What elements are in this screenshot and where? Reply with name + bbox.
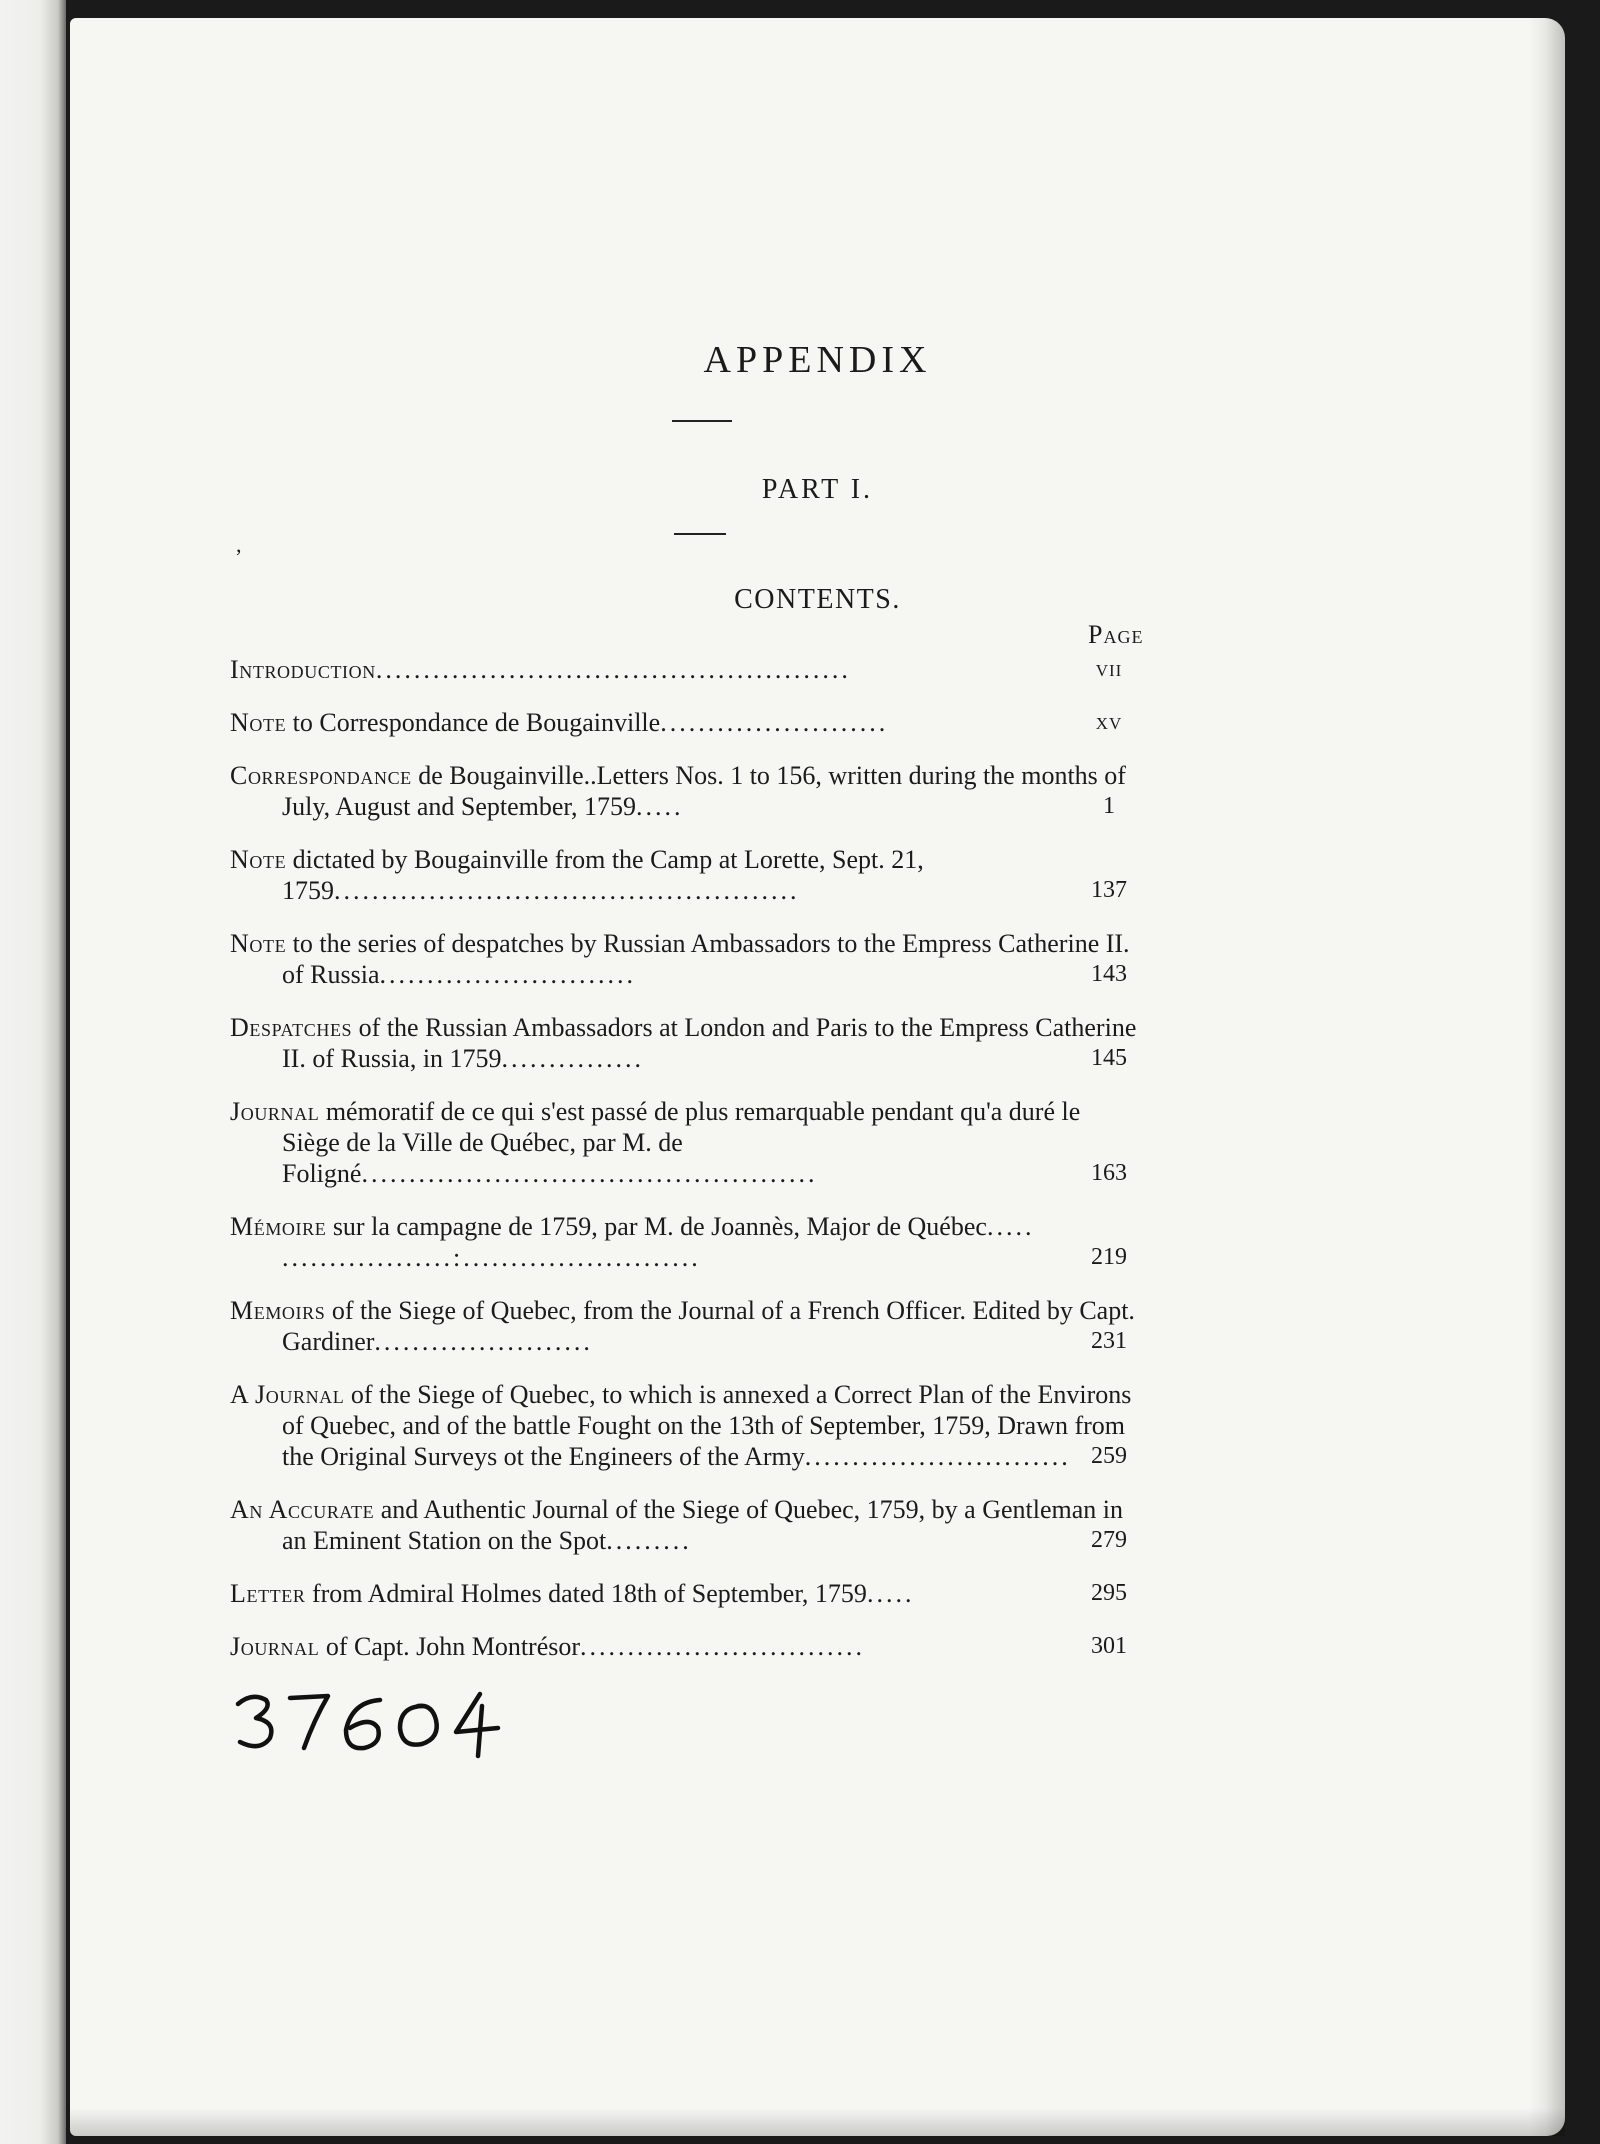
toc-page-number: 259 (1091, 1443, 1127, 1469)
toc-entry-text (230, 760, 1138, 822)
toc-leader-dots: ......... (606, 1526, 692, 1555)
toc-page-number: 163 (1091, 1160, 1127, 1186)
page-column-header: Page (1088, 620, 1144, 649)
toc-entry (230, 844, 1130, 906)
handwritten-accession-number (232, 1676, 532, 1766)
part-label: PART I. (761, 474, 874, 505)
toc-entry-title: de Bougainville..Letters Nos. 1 to 156, written during the months of July, August and September, 1759 (282, 761, 1126, 821)
toc-entry-text (230, 1012, 1138, 1074)
toc-entry (230, 1012, 1137, 1074)
toc-leader-dots: ............... (501, 1044, 645, 1073)
toc-page-number: 231 (1091, 1328, 1127, 1354)
toc-entry-title: mémoratif de ce qui s'est passé de plus remarquable pendant qu'a duré le Siège de la Ville de Québec, par M. de Foligné (282, 1097, 1081, 1188)
page-bottom-shadow (70, 2108, 1565, 2136)
toc-page-number: 145 (1091, 1045, 1127, 1071)
toc-leader-dots: ....................... (374, 1327, 593, 1356)
toc-entry-lead: Journal (230, 1097, 320, 1126)
toc-entry (230, 1494, 1130, 1556)
part-divider (674, 533, 726, 535)
toc-leader-dots: ........................ (660, 708, 889, 737)
toc-entry-text (230, 1096, 1138, 1189)
toc-entry-title: of Capt. John Montrésor (319, 1632, 581, 1661)
toc-entry-title: and Authentic Journal of the Siege of Quebec, 1759, by a Gentleman in an Eminent Station on the Spot (282, 1495, 1123, 1555)
toc-entry-lead: Memoirs (230, 1296, 326, 1325)
toc-entry-lead: Correspondance (230, 761, 412, 790)
toc-leader-dots: ..... (866, 1579, 915, 1608)
toc-entry-lead: Letter (230, 1579, 306, 1608)
toc-leader-dots: ........................... (379, 960, 636, 989)
toc-entry-text (230, 654, 1138, 685)
toc-entry-text (230, 844, 1138, 906)
toc-page-number: 1 (1103, 793, 1115, 819)
toc-entry-text (230, 928, 1138, 990)
toc-entry-lead: Note (230, 929, 287, 958)
toc-entry (230, 760, 1130, 822)
toc-entry-text (230, 707, 1138, 738)
toc-entry-lead: Introduction (230, 655, 376, 684)
toc-page-number: 219 (1091, 1244, 1127, 1270)
toc-page-number: 295 (1091, 1580, 1127, 1606)
toc-page-number: 301 (1091, 1633, 1127, 1659)
toc-entry-title: dictated by Bougainville from the Camp at Lorette, Sept. 21, 1759 (282, 845, 924, 905)
toc-entry (230, 707, 1130, 738)
toc-entry (230, 654, 1130, 685)
toc-entry (230, 1096, 1130, 1189)
toc-entry-lead: Note (230, 708, 287, 737)
title-divider (672, 420, 732, 422)
toc-entry-text (230, 1379, 1138, 1472)
toc-entry-title: of the Siege of Quebec, to which is annexed a Correct Plan of the Environs of Quebec, and of the battle Fought on the 13th of September, 1759, Drawn from the Original Surveys ot the Engineers of the Army (282, 1380, 1132, 1471)
toc-entry-text (230, 1578, 1138, 1609)
toc-leader-dots: ............................ (804, 1442, 1071, 1471)
toc-entry (230, 1295, 1135, 1357)
toc-entry (230, 928, 1130, 990)
toc-entry-lead: A Journal (230, 1380, 345, 1409)
toc-entry-title: to the series of despatches by Russian Ambassadors to the Empress Catherine II. of Russia (282, 929, 1130, 989)
toc-entry-lead: Journal (230, 1632, 320, 1661)
toc-entry-lead: Note (230, 845, 287, 874)
toc-page-number: vii (1095, 656, 1123, 682)
toc-entry-title: of the Russian Ambassadors at London and Paris to the Empress Catherine II. of Russia, in 1759 (282, 1013, 1137, 1073)
toc-entry-text (230, 1295, 1138, 1357)
toc-page-number: 137 (1091, 877, 1127, 903)
toc-leader-dots: .................................................. (375, 655, 851, 684)
toc-entry (230, 1211, 1130, 1273)
toc-leader-dots: .............................. (580, 1632, 866, 1661)
toc-entry (230, 1379, 1130, 1472)
toc-entry (230, 1631, 1130, 1662)
toc-leader-dots: ................................................ (361, 1159, 818, 1188)
toc-entry-lead: Mémoire (230, 1212, 327, 1241)
appendix-title: APPENDIX (703, 339, 932, 381)
toc-entry (230, 1578, 1130, 1609)
toc-entry-text (230, 1494, 1138, 1556)
toc-entry-text (230, 1211, 1138, 1273)
toc-entry-title: from Admiral Holmes dated 18th of September, 1759 (305, 1579, 867, 1608)
adjacent-page-edge (0, 0, 66, 2144)
toc-entry-lead: Despatches (230, 1013, 353, 1042)
toc-leader-dots: ..... (636, 792, 684, 821)
table-of-contents (230, 654, 1137, 1684)
toc-entry-text (230, 1631, 1138, 1662)
toc-page-number: 279 (1091, 1527, 1127, 1553)
toc-leader-dots: ..... ..................:......................... (282, 1212, 1035, 1272)
toc-page-number: 143 (1091, 961, 1127, 987)
contents-heading: CONTENTS. (734, 584, 901, 615)
toc-entry-title: of the Siege of Quebec, from the Journal of a French Officer. Edited by Capt. Gardiner (282, 1296, 1135, 1356)
toc-leader-dots: ................................................. (334, 876, 800, 905)
page-edge-shadow (1529, 18, 1565, 2136)
book-page (70, 18, 1565, 2136)
ink-speck: , (236, 532, 242, 557)
toc-page-number: xv (1095, 709, 1123, 735)
toc-entry-title: sur la campagne de 1759, par M. de Joannès, Major de Québec (326, 1212, 987, 1241)
toc-entry-title: to Correspondance de Bougainville (286, 708, 661, 737)
toc-entry-lead: An Accurate (230, 1495, 375, 1524)
